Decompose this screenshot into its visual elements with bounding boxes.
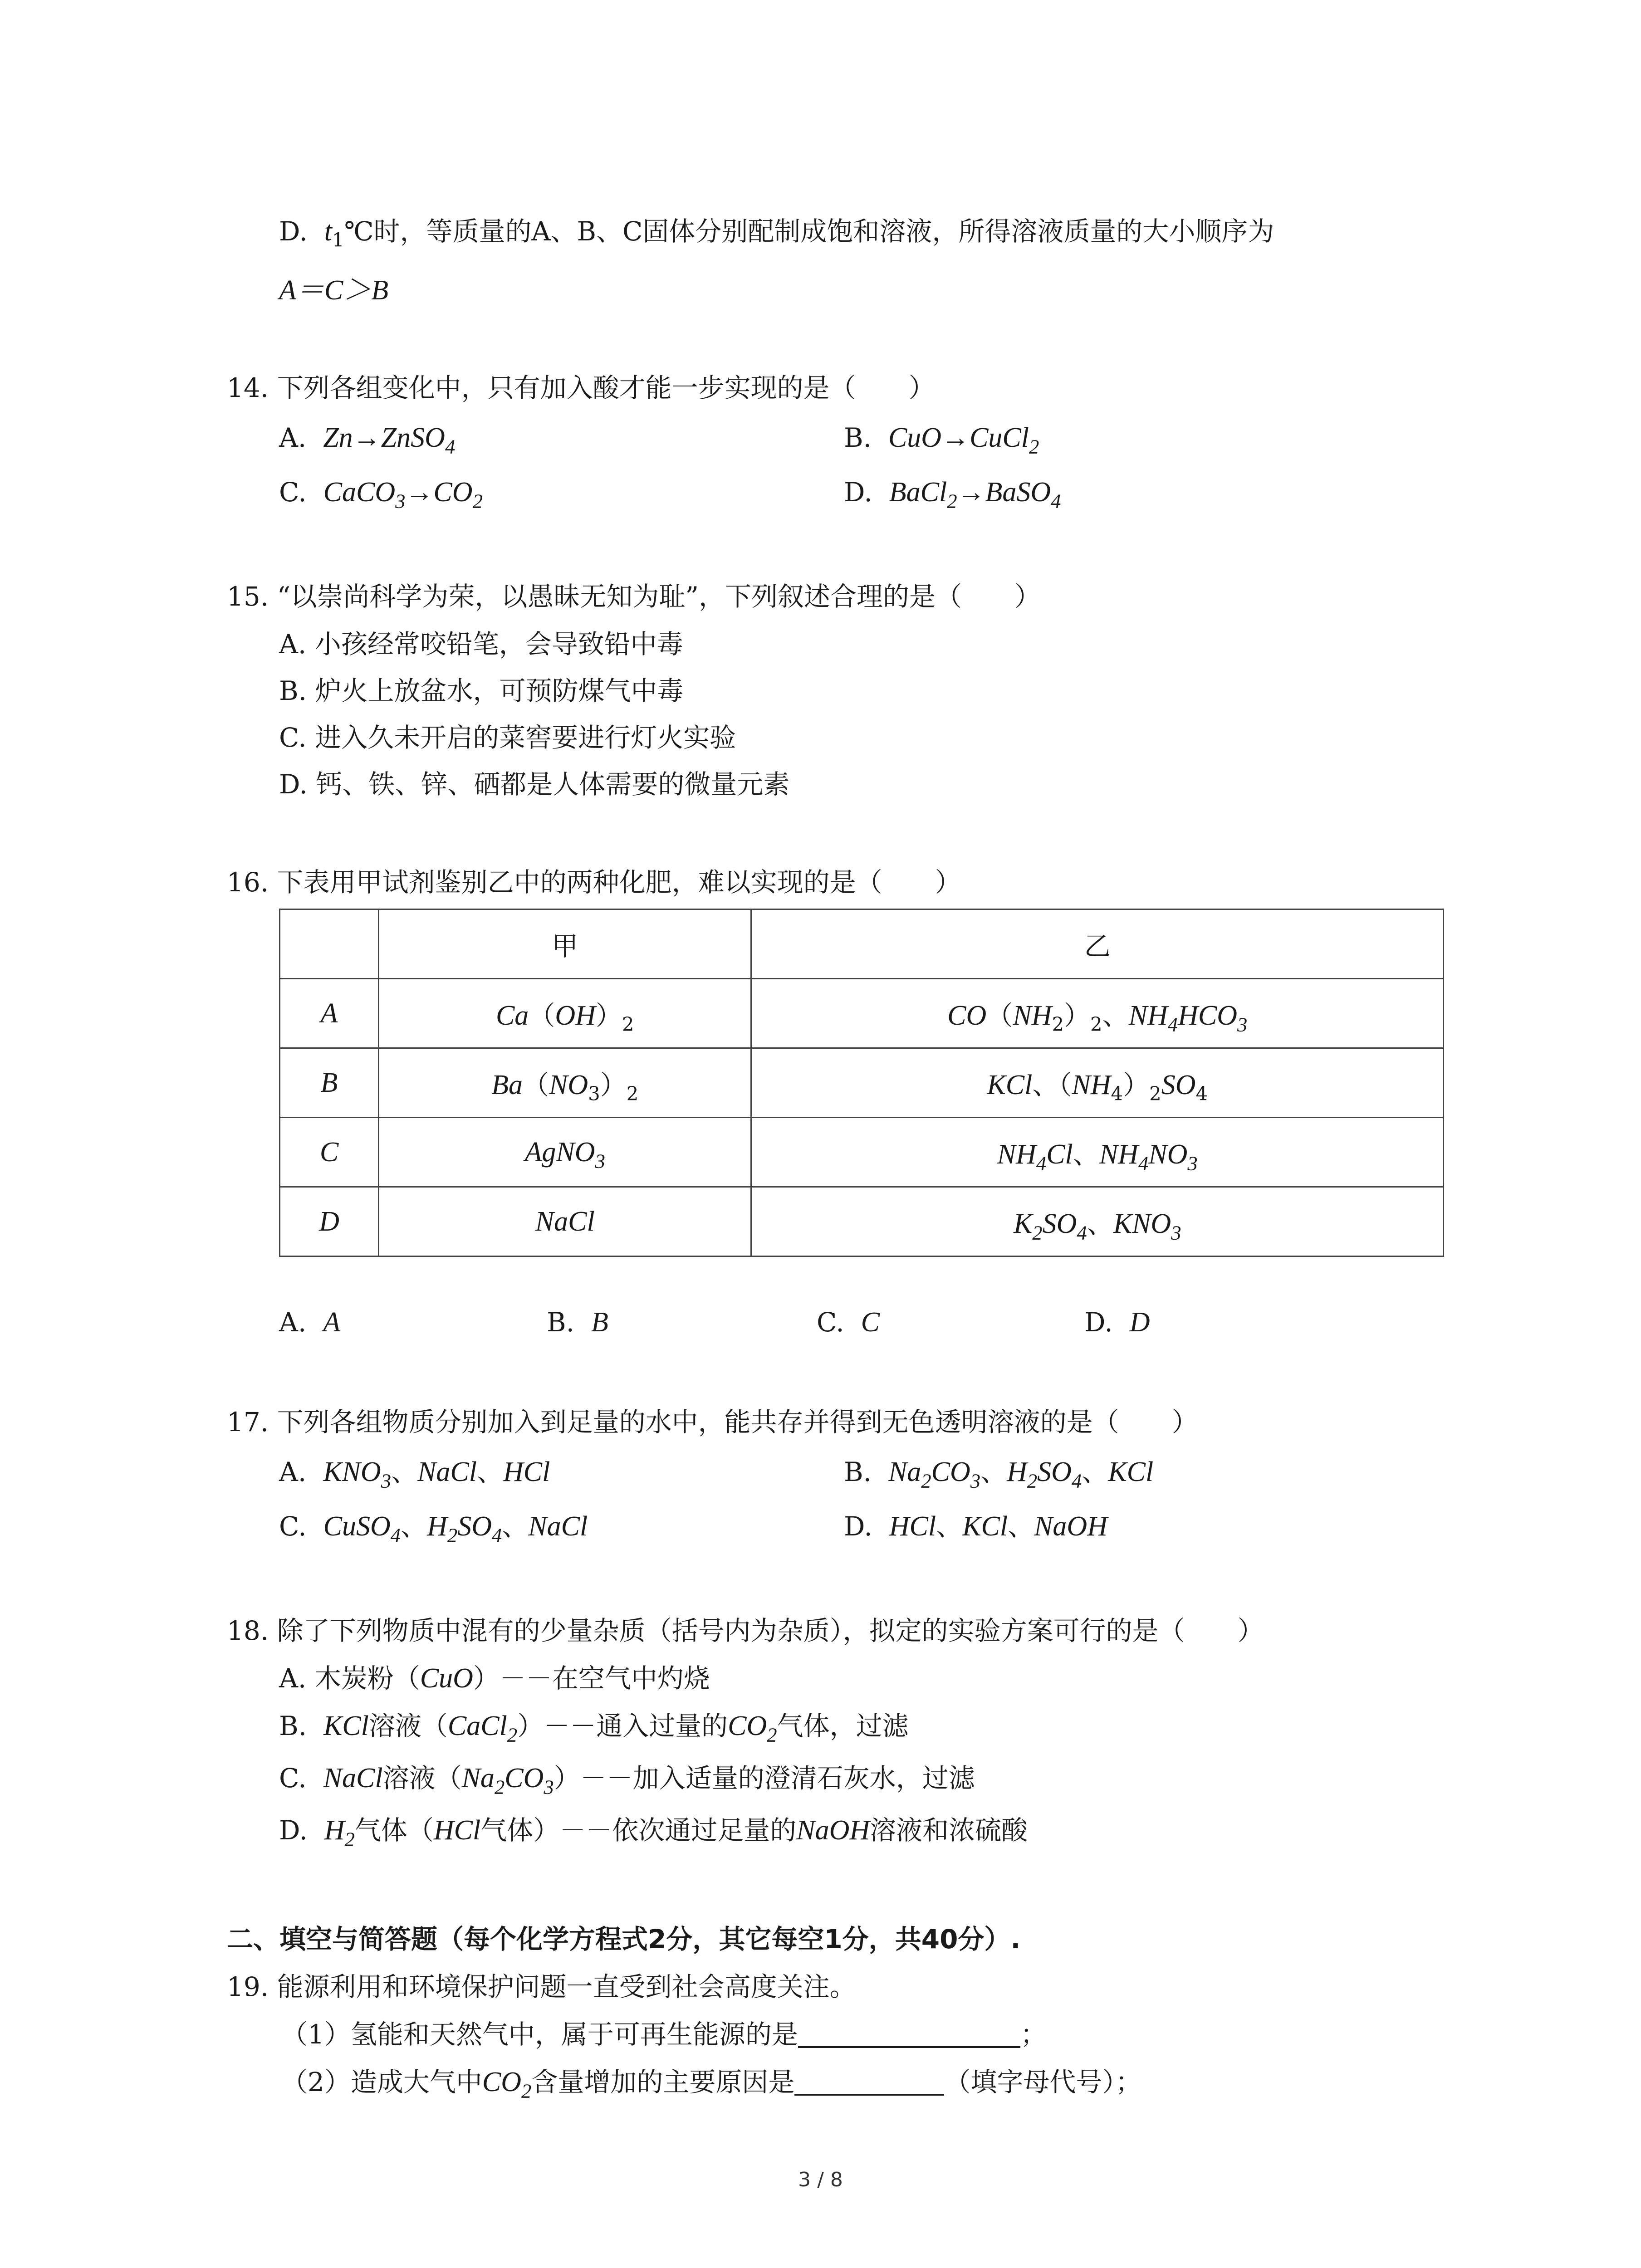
reagent-cell: $Ba(NO_3)_2$: [378, 1048, 751, 1118]
row-label: B: [280, 1048, 379, 1118]
header-cell-jia: 甲: [378, 909, 751, 979]
q14-option-a: A. Zn→ZnSO$_4$: [279, 422, 456, 458]
row-label: D: [280, 1187, 379, 1256]
table-row: [280, 1048, 1444, 1118]
q17-option-c: C. CuSO$_4$、$H_2SO_4$、NaCl: [279, 1511, 588, 1547]
q18-option-d: D. $H_2$气体（HCl气体）－－依次通过足量的NaOH溶液和浓硫酸: [279, 1815, 1028, 1851]
header-cell-yi: 乙: [751, 909, 1444, 979]
q15-option-b: B. 炉火上放盆水，可预防煤气中毒: [279, 675, 684, 706]
q16-option-b: B. B: [547, 1307, 608, 1338]
q14-option-b: B. CuO→CuCl$_2$: [844, 422, 1039, 458]
table-row: [280, 1187, 1444, 1256]
q13-option-d: D. $t_1℃$时，等质量的A、B、C固体分别配制成饱和溶液，所得溶液质量的大小顺序为: [279, 216, 1274, 251]
q16-option-c: C. C: [817, 1307, 880, 1338]
q16-table: [279, 909, 1444, 1257]
page-number: 3 / 8: [798, 2168, 843, 2191]
q16-option-d: D. D: [1084, 1307, 1150, 1338]
q17-option-a: A. $KNO_3$、NaCl、HCl: [279, 1457, 550, 1492]
table-row: [280, 979, 1444, 1048]
q15-option-c: C. 进入久未开启的菜窖要进行灯火实验: [279, 722, 736, 753]
q17-option-d: D. HCl、KCl、NaOH: [844, 1511, 1107, 1542]
reagent-cell: $Ca(OH)_2$: [378, 979, 751, 1048]
q15-stem: 15. “以崇尚科学为荣，以愚昧无知为耻”，下列叙述合理的是（ ）: [227, 581, 1041, 612]
q15-option-d: D. 钙、铁、锌、硒都是人体需要的微量元素: [279, 769, 790, 800]
q18-option-b: B. KCl溶液（CaCl$_2$）－－通入过量的$CO_2$气体，过滤: [279, 1711, 909, 1746]
q13-option-d-continued: A＝C＞B: [279, 275, 389, 306]
reagent-cell: AgNO$_3$: [378, 1118, 751, 1187]
q18-option-c: C. NaCl溶液$(Na_2CO_3)--$加入适量的澄清石灰水，过滤: [279, 1763, 975, 1799]
q16-stem: 16. 下表用甲试剂鉴别乙中的两种化肥，难以实现的是（ ）: [227, 867, 961, 898]
q14-option-d: D. BaCl$_2$→BaSO$_4$: [844, 477, 1061, 513]
q16-option-a: A. A: [279, 1307, 341, 1338]
header-cell-blank: [280, 909, 379, 979]
q18-stem: 18. 除了下列物质中混有的少量杂质（括号内为杂质），拟定的实验方案可行的是（ ）: [227, 1615, 1264, 1646]
q14-stem: 14. 下列各组变化中，只有加入酸才能一步实现的是（ ）: [227, 372, 935, 403]
q17-option-b: B. $Na_2CO_3$、$H_2SO_4$、KCl: [844, 1457, 1154, 1492]
table-row: [280, 1118, 1444, 1187]
q15-option-a: A. 小孩经常咬铅笔，会导致铅中毒: [279, 629, 683, 660]
row-label: A: [280, 979, 379, 1048]
row-label: C: [280, 1118, 379, 1187]
q14-option-c: C. $CaCO_3\to CO_2$: [279, 477, 483, 513]
reagent-cell: NaCl: [378, 1187, 751, 1256]
fertilizer-cell: KCl、$(NH_4)_2SO_4$: [751, 1048, 1444, 1118]
answer-blank-1[interactable]: [798, 2019, 1020, 2048]
answer-blank-2[interactable]: [794, 2067, 944, 2096]
q19-part-1: （1）氢能和天然气中，属于可再生能源的是 ；: [281, 2019, 1047, 2050]
q18-option-a: A. 木炭粉（CuO）－－在空气中灼烧: [279, 1663, 710, 1694]
fertilizer-cell: $NH_4Cl$、$NH_4NO_3$: [751, 1118, 1444, 1187]
fertilizer-cell: $K_2SO_4$、$KNO_3$: [751, 1187, 1444, 1256]
section-title: 二、填空与简答题（每个化学方程式2分，其它每空1分，共40分）.: [227, 1924, 1021, 1955]
q17-stem: 17. 下列各组物质分别加入到足量的水中，能共存并得到无色透明溶液的是（ ）: [227, 1407, 1198, 1437]
q19-stem: 19. 能源利用和环境保护问题一直受到社会高度关注。: [227, 1971, 856, 2002]
fertilizer-cell: $CO(NH_2)_2$、$NH_4HCO_3$: [751, 979, 1444, 1048]
q16-table-header: [280, 909, 1444, 979]
q19-part-2: （2）造成大气中$CO_2$含量增加的主要原因是 （填字母代号）；: [281, 2067, 1142, 2102]
